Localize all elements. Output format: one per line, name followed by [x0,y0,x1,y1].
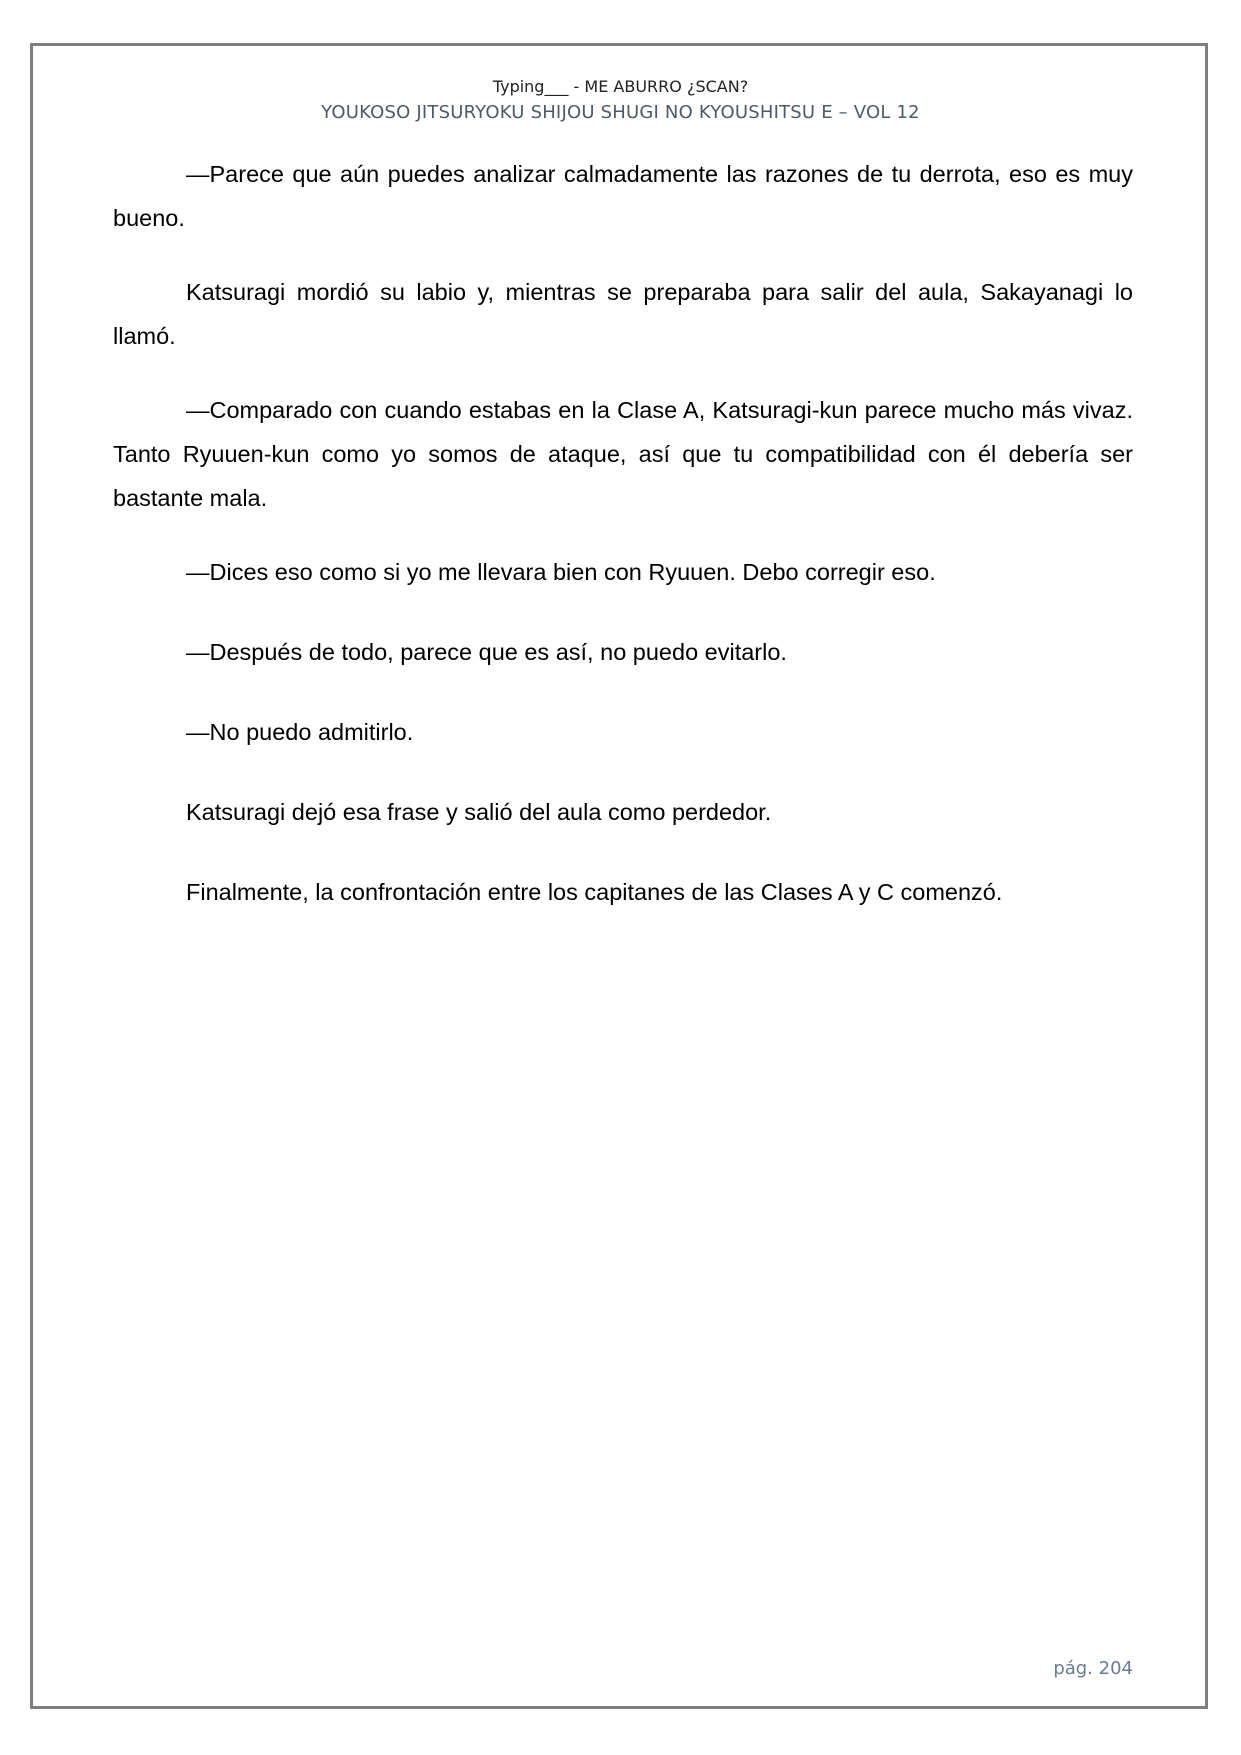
paragraph: —Después de todo, parece que es así, no puedo evitarlo. [186,639,787,665]
page-number: pág. 204 [1053,1658,1133,1679]
paragraph: —Comparado con cuando estabas en la Clase A, Katsuragi-kun parece mucho más vivaz. Tanto Ryuuen-kun como yo somos de ataque, así que tu compatibilidad con él debería ser bastante mala. [113,397,1133,511]
header-title: YOUKOSO JITSURYOKU SHIJOU SHUGI NO KYOUSHITSU E – VOL 12 [321,102,920,123]
paragraph: Katsuragi mordió su labio y, mientras se preparaba para salir del aula, Sakayanagi lo llamó. [113,279,1133,349]
paragraph: Katsuragi dejó esa frase y salió del aula como perdedor. [186,799,772,825]
paragraph: —No puedo admitirlo. [186,719,414,745]
paragraph: —Parece que aún puedes analizar calmadamente las razones de tu derrota, eso es muy bueno. [113,161,1133,231]
header-credit: Typing___ - ME ABURRO ¿SCAN? [492,77,749,96]
paragraph: —Dices eso como si yo me llevara bien con Ryuuen. Debo corregir eso. [186,559,936,585]
page-header [0,76,1241,126]
document-body [113,152,1133,950]
paragraph: Finalmente, la confrontación entre los capitanes de las Clases A y C comenzó. [186,879,1003,905]
